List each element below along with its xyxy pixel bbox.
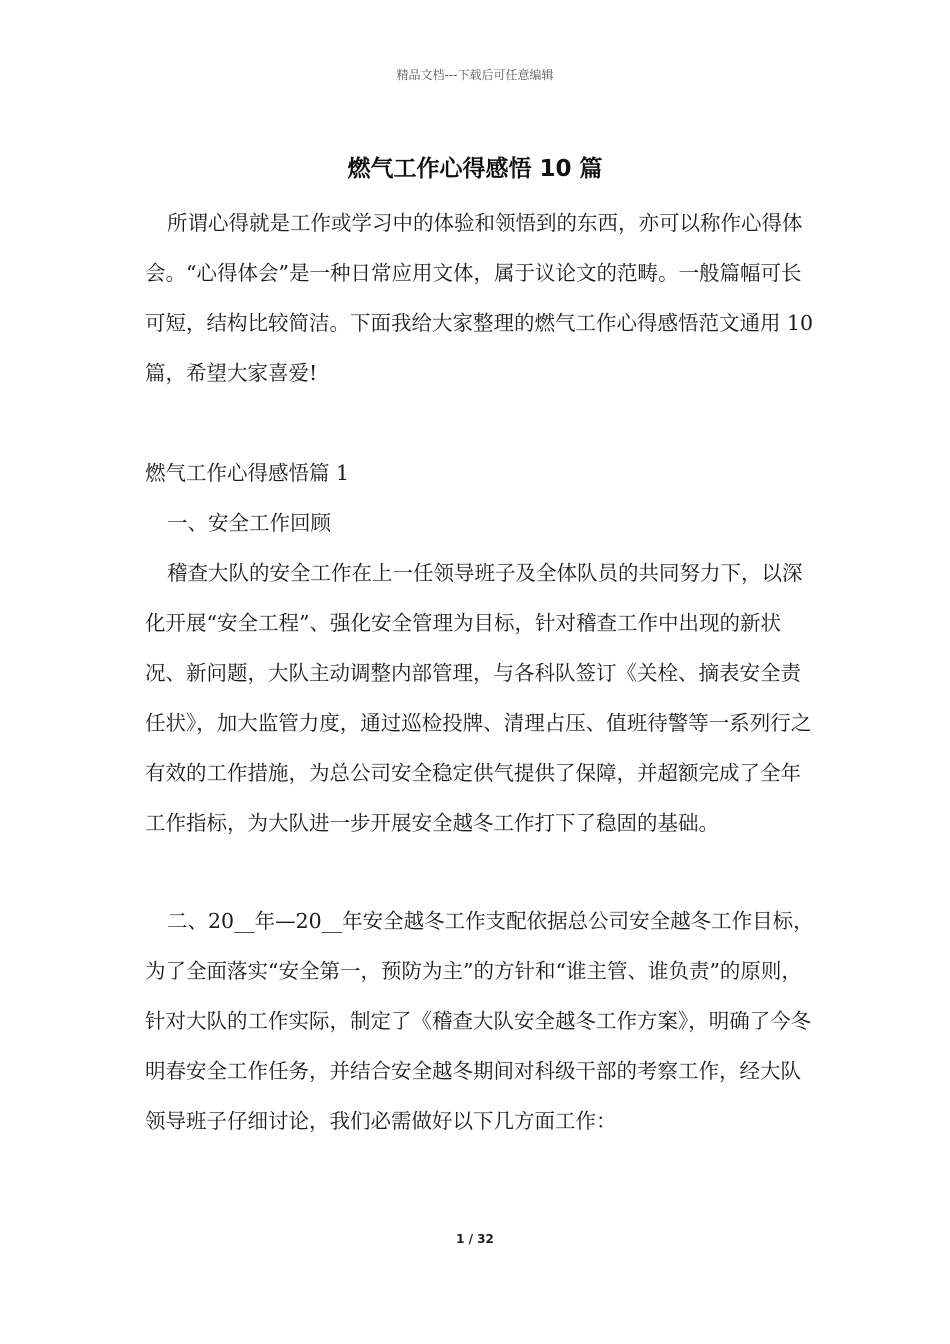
intro-paragraph: 所谓心得就是工作或学习中的体验和领悟到的东西，亦可以称作心得体会。“心得体会”是一种日常应用文体，属于议论文的范畴。一般篇幅可长可短，结构比较简洁。下面我给大家整理的燃气工作心得感悟范文通用 10 篇，希望大家喜爱!	[145, 211, 814, 385]
paragraph-winter-plan: 二、20__年—20__年安全越冬工作支配依据总公司安全越冬工作目标，为了全面落实“安全第一，预防为主”的方针和“谁主管、谁负责”的原则，针对大队的工作实际，制定了《稽查大队安全越冬工作方案》，明确了今冬明春安全工作任务，并结合安全越冬期间对科级干部的考察工作，经大队领导班子仔细讨论，我们必需做好以下几方面工作：	[145, 909, 814, 1133]
header-note: 精品文档---下载后可任意编辑	[396, 68, 554, 82]
paragraph-safety-review: 稽查大队的安全工作在上一任领导班子及全体队员的共同努力下，以深化开展“安全工程”、强化安全管理为目标，针对稽查工作中出现的新状况、新问题，大队主动调整内部管理，与各科队签订《关栓、摘表安全责任状》，加大监管力度，通过巡检投牌、清理占压、值班待警等一系列行之有效的工作措施，为总公司安全稳定供气提供了保障，并超额完成了全年工作指标，为大队进一步开展安全越冬工作打下了稳固的基础。	[145, 561, 812, 835]
subheading-safety-review: 一、安全工作回顾	[167, 511, 331, 535]
document-title: 燃气工作心得感悟 10 篇	[347, 156, 603, 182]
section-heading: 燃气工作心得感悟篇 1	[145, 461, 350, 485]
page-number: 1 / 32	[456, 1232, 494, 1246]
